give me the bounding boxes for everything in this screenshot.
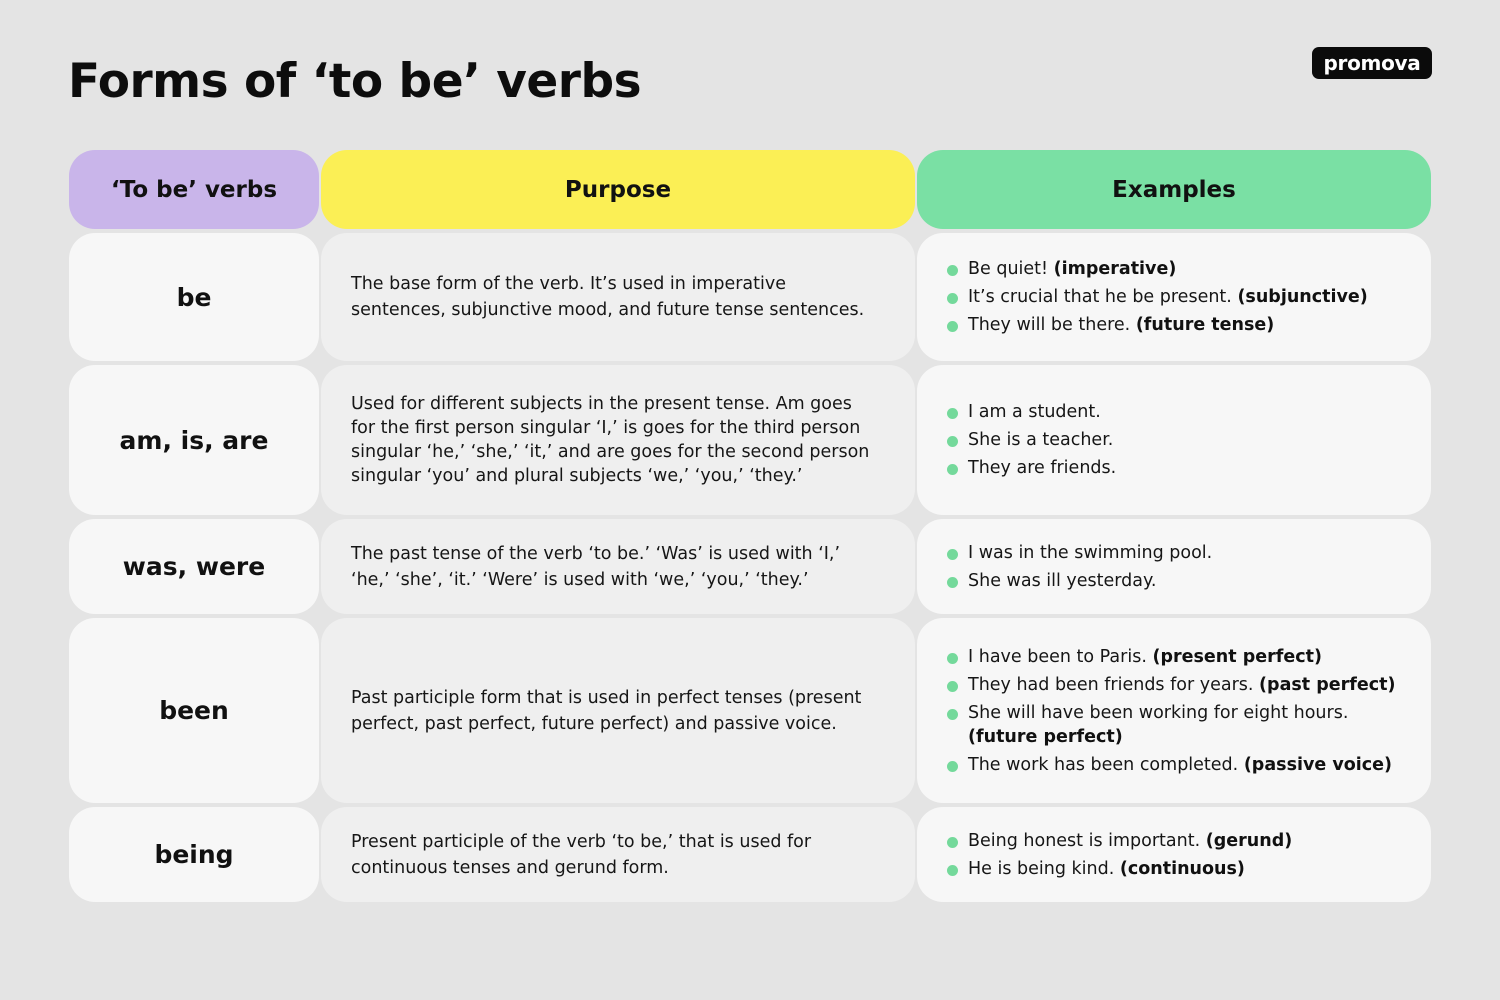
example-note: (continuous) bbox=[1119, 858, 1245, 879]
purpose-cell-been: Past participle form that is used in perfect tenses (present perfect, past perfect, future perfect) and passive voice. bbox=[321, 618, 915, 803]
bullet-dot-icon bbox=[947, 464, 958, 475]
example-text: She will have been working for eight hours. bbox=[968, 702, 1349, 723]
examples-cell-was-were bbox=[917, 519, 1431, 614]
example-note: (future perfect) bbox=[968, 726, 1123, 747]
example-item bbox=[947, 829, 1417, 853]
header-examples: Examples bbox=[917, 150, 1431, 229]
bullet-dot-icon bbox=[947, 709, 958, 720]
example-text: I was in the swimming pool. bbox=[968, 542, 1213, 563]
examples-cell-being bbox=[917, 807, 1431, 902]
example-item bbox=[947, 569, 1417, 593]
promova-logo: promova bbox=[1312, 47, 1432, 79]
bullet-dot-icon bbox=[947, 408, 958, 419]
example-item bbox=[947, 645, 1417, 669]
bullet-dot-icon bbox=[947, 577, 958, 588]
example-item bbox=[947, 753, 1417, 777]
example-item bbox=[947, 257, 1417, 281]
example-text: She is a teacher. bbox=[968, 430, 1114, 450]
example-item bbox=[947, 701, 1417, 749]
example-item bbox=[947, 428, 1417, 452]
example-note: (subjunctive) bbox=[1237, 287, 1368, 307]
examples-cell-am-is-are bbox=[917, 365, 1431, 515]
bullet-dot-icon bbox=[947, 653, 958, 664]
example-text: Be quiet! bbox=[968, 259, 1049, 279]
examples-list bbox=[947, 396, 1417, 484]
examples-list bbox=[947, 641, 1417, 781]
verb-cell-been: been bbox=[69, 618, 319, 803]
example-item bbox=[947, 313, 1417, 337]
example-text: They will be there. bbox=[968, 315, 1131, 335]
example-item bbox=[947, 541, 1417, 565]
bullet-dot-icon bbox=[947, 436, 958, 447]
example-note: (present perfect) bbox=[1152, 646, 1322, 667]
example-item bbox=[947, 400, 1417, 424]
example-text: I am a student. bbox=[968, 402, 1101, 422]
example-text: They are friends. bbox=[968, 458, 1117, 478]
purpose-cell-be: The base form of the verb. It’s used in imperative sentences, subjunctive mood, and future tense sentences. bbox=[321, 233, 915, 361]
example-text: It’s crucial that he be present. bbox=[968, 287, 1232, 307]
header-purpose: Purpose bbox=[321, 150, 915, 229]
header-verbs: ‘To be’ verbs bbox=[69, 150, 319, 229]
example-note: (imperative) bbox=[1053, 259, 1177, 279]
bullet-dot-icon bbox=[947, 865, 958, 876]
verb-cell-being: being bbox=[69, 807, 319, 902]
verb-cell-be: be bbox=[69, 233, 319, 361]
bullet-dot-icon bbox=[947, 265, 958, 276]
example-text: Being honest is important. bbox=[968, 830, 1201, 851]
example-item bbox=[947, 673, 1417, 697]
bullet-dot-icon bbox=[947, 321, 958, 332]
purpose-cell-was-were: The past tense of the verb ‘to be.’ ‘Was’ is used with ‘I,’ ‘he,’ ‘she’, ‘it.’ ‘Were’ is used with ‘we,’ ‘you,’ ‘they.’ bbox=[321, 519, 915, 614]
examples-list bbox=[947, 825, 1417, 885]
bullet-dot-icon bbox=[947, 549, 958, 560]
example-note: (passive voice) bbox=[1243, 754, 1393, 775]
example-note: (gerund) bbox=[1205, 830, 1293, 851]
example-text: They had been friends for years. bbox=[968, 674, 1254, 695]
examples-list bbox=[947, 537, 1417, 597]
verb-cell-was-were: was, were bbox=[69, 519, 319, 614]
bullet-dot-icon bbox=[947, 293, 958, 304]
example-text: She was ill yesterday. bbox=[968, 570, 1157, 591]
example-item bbox=[947, 285, 1417, 309]
examples-cell-be bbox=[917, 233, 1431, 361]
example-text: I have been to Paris. bbox=[968, 646, 1147, 667]
verb-forms-table bbox=[69, 150, 1431, 902]
page-title: Forms of ‘to be’ verbs bbox=[68, 54, 642, 109]
example-text: The work has been completed. bbox=[968, 754, 1239, 775]
example-note: (future tense) bbox=[1135, 315, 1275, 335]
verb-cell-am-is-are: am, is, are bbox=[69, 365, 319, 515]
example-note: (past perfect) bbox=[1259, 674, 1396, 695]
example-item bbox=[947, 857, 1417, 881]
bullet-dot-icon bbox=[947, 681, 958, 692]
bullet-dot-icon bbox=[947, 761, 958, 772]
example-text: He is being kind. bbox=[968, 858, 1115, 879]
bullet-dot-icon bbox=[947, 837, 958, 848]
purpose-cell-being: Present participle of the verb ‘to be,’ that is used for continuous tenses and gerund form. bbox=[321, 807, 915, 902]
example-item bbox=[947, 456, 1417, 480]
examples-list bbox=[947, 253, 1417, 341]
purpose-cell-am-is-are: Used for different subjects in the present tense. Am goes for the first person singular ‘I,’ is goes for the third person singular ‘he,’ ‘she,’ ‘it,’ and are goes for the second person singular ‘you’ and plural subjects ‘we,’ ‘you,’ ‘they.’ bbox=[321, 365, 915, 515]
examples-cell-been bbox=[917, 618, 1431, 803]
